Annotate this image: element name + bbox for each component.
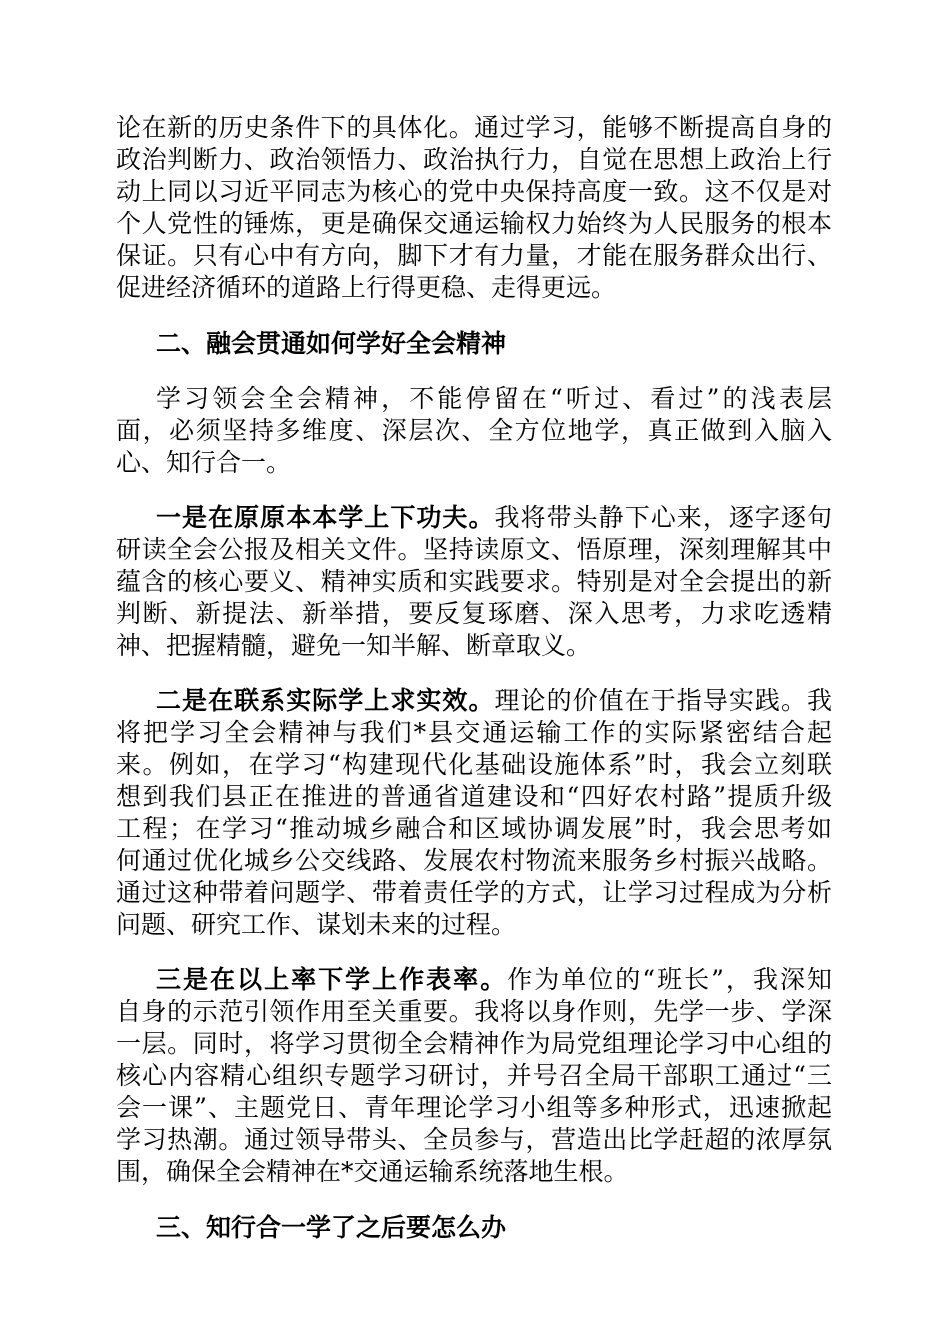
section-heading-3: 三、知行合一学了之后要怎么办: [156, 1213, 507, 1242]
text-line: 通过这种带着问题学、带着责任学的方式，让学习过程成为分析: [116, 878, 832, 907]
text-line: 想到我们县正在推进的普通省道建设和“四好农村路”提质升级: [116, 782, 832, 811]
point-text: 我将带头静下心来，逐字逐句: [494, 503, 832, 532]
point-lead: 三是在以上率下学上作表率。: [156, 965, 508, 994]
text-line: 会一课”、主题党日、青年理论学习小组等多种形式，迅速掀起: [116, 1093, 832, 1122]
text-line: 何通过优化城乡公交线路、发展农村物流来服务乡村振兴战略。: [116, 846, 832, 875]
point-text: 理论的价值在于指导实践。我: [494, 686, 832, 715]
text-line: 将把学习全会精神与我们*县交通运输工作的实际紧密结合起: [116, 718, 832, 747]
text-line: 一层。同时，将学习贯彻全会精神作为局党组理论学习中心组的: [116, 1029, 832, 1058]
point-lead: 二是在联系实际学上求实效。: [156, 686, 495, 715]
paragraph-intro: [116, 112, 832, 304]
text-line: 个人党性的锤炼，更是确保交通运输权力始终为人民服务的根本: [116, 209, 832, 238]
text-line: 工程；在学习“推动城乡融合和区域协调发展”时，我会思考如: [116, 814, 832, 843]
text-line: [116, 685, 832, 717]
text-line: 学习领会全会精神，不能停留在“听过、看过”的浅表层: [156, 384, 832, 413]
text-line: 研读全会公报及相关文件。坚持读原文、悟原理，深刻理解其中: [116, 535, 832, 564]
text-line: 神、把握精髓，避免一知半解、断章取义。: [116, 631, 592, 660]
paragraph-point-1: [116, 502, 832, 662]
text-line: 蕴含的核心要义、精神实质和实践要求。特别是对全会提出的新: [116, 567, 832, 596]
point-text: 作为单位的“班长”，我深知: [507, 965, 832, 994]
text-line: 论在新的历史条件下的具体化。通过学习，能够不断提高自身的: [116, 113, 832, 142]
text-line: 核心内容精心组织专题学习研讨，并号召全局干部职工通过“三: [116, 1061, 832, 1090]
text-line: 学习热潮。通过领导带头、全员参与，营造出比学赶超的浓厚氛: [116, 1125, 832, 1154]
point-lead: 一是在原原本本学上下功夫。: [156, 503, 495, 532]
text-line: 面，必须坚持多维度、深层次、全方位地学，真正做到入脑入: [116, 416, 832, 445]
text-line: 保证。只有心中有方向，脚下才有力量，才能在服务群众出行、: [116, 241, 832, 270]
paragraph-point-3: [116, 964, 832, 1188]
text-line: 促进经济循环的道路上行得更稳、走得更远。: [116, 273, 617, 302]
text-line: [116, 502, 832, 534]
text-line: 动上同以习近平同志为核心的党中央保持高度一致。这不仅是对: [116, 177, 832, 206]
text-line: 围，确保全会精神在*交通运输系统落地生根。: [116, 1157, 629, 1186]
text-line: 判断、新提法、新举措，要反复琢磨、深入思考，力求吃透精: [116, 599, 832, 628]
section-heading-2: 二、融会贯通如何学好全会精神: [156, 329, 507, 358]
text-line: 政治判断力、政治领悟力、政治执行力，自觉在思想上政治上行: [116, 145, 832, 174]
text-line: 来。例如，在学习“构建现代化基础设施体系”时，我会立刻联: [116, 750, 832, 779]
text-line: 自身的示范引领作用至关重要。我将以身作则，先学一步、学深: [116, 997, 832, 1026]
document-page: [116, 112, 832, 1244]
paragraph-study: [116, 383, 832, 479]
text-line: 心、知行合一。: [116, 448, 292, 477]
paragraph-point-2: [116, 685, 832, 941]
text-line: 问题、研究工作、谋划未来的过程。: [116, 910, 517, 939]
text-line: [116, 964, 832, 996]
